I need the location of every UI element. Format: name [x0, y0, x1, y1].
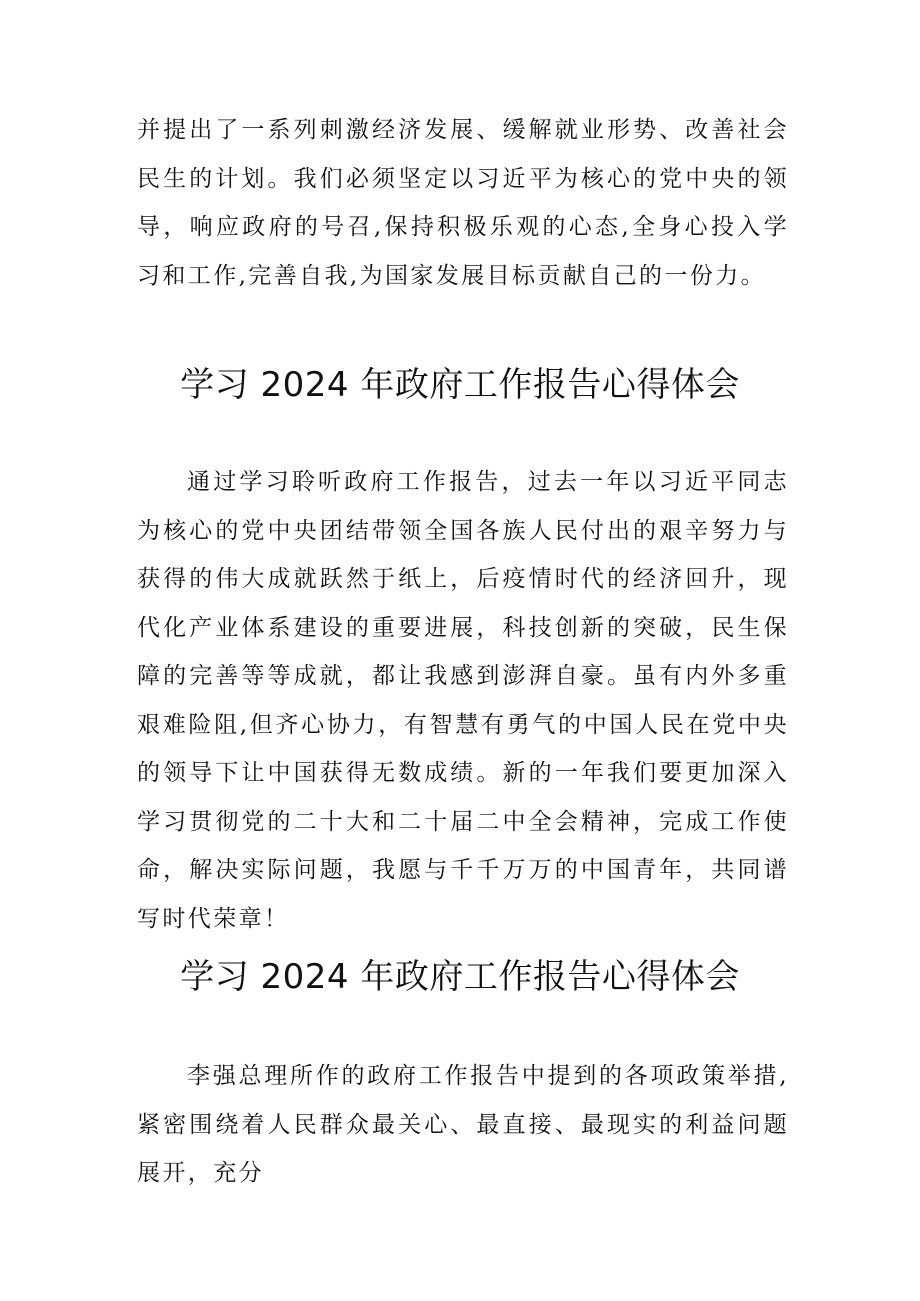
- body-paragraph: 并提出了一系列刺激经济发展、缓解就业形势、改善社会民生的计划。我们必须坚定以习近平为核心的党中央的领导，响应政府的号召,保持积极乐观的心态,全身心投入学习和工作,完善自我,为国家发展目标贡献自己的一份力。: [137, 117, 789, 289]
- section-title: 学习 2024 年政府工作报告心得体会: [180, 365, 740, 405]
- body-paragraph: 通过学习聆听政府工作报告，过去一年以习近平同志为核心的党中央团结带领全国各族人民付出的艰辛努力与获得的伟大成就跃然于纸上，后疫情时代的经济回升，现代化产业体系建设的重要进展，科技创新的突破，民生保障的完善等等成就，都让我感到澎湃自豪。虽有内外多重艰难险阻,但齐心协力，有智慧有勇气的中国人民在党中央的领导下让中国获得无数成绩。新的一年我们要更加深入学习贯彻党的二十大和二十届二中全会精神，完成工作使命，解决实际问题，我愿与千千万万的中国青年，共同谱写时代荣章！: [137, 469, 789, 932]
- body-paragraph: 李强总理所作的政府工作报告中提到的各项政策举措,紧密围绕着人民群众最关心、最直接、最现实的利益问题展开，充分: [137, 1063, 789, 1186]
- section-title: 学习 2024 年政府工作报告心得体会: [180, 957, 740, 997]
